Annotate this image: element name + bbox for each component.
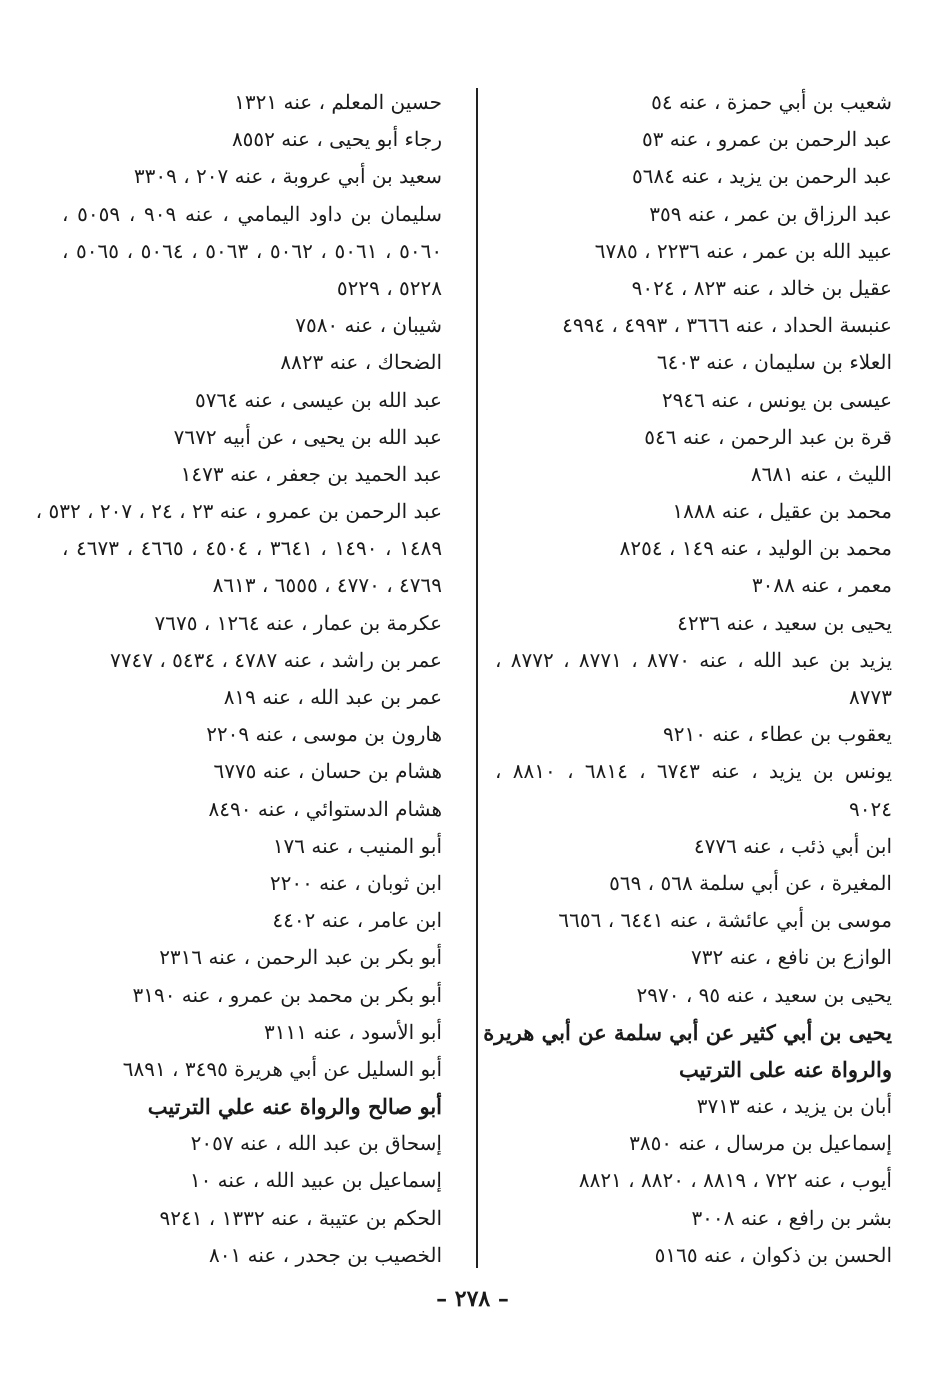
index-entry: موسى بن أبي عائشة ، عنه ٦٤٤١ ، ٦٦٥٦ (558, 908, 892, 933)
section-heading: أبو صالح والرواة عنه علي الترتيب (147, 1094, 442, 1120)
index-entry: ٥٠٦٠ ، ٥٠٦١ ، ٥٠٦٢ ، ٥٠٦٣ ، ٥٠٦٤ ، ٥٠٦٥ ، (62, 238, 443, 263)
index-entry: الوازع بن نافع ، عنه ٧٣٢ (691, 945, 892, 970)
index-entry: حسين المعلم ، عنه ١٣٢١ (234, 90, 442, 114)
index-entry: أبان بن يزيد ، عنه ٣٧١٣ (696, 1094, 892, 1119)
index-entry: يزيد بن عبد الله ، عنه ٨٧٧٠ ، ٨٧٧١ ، ٨٧٧٢ ، (495, 647, 893, 672)
index-entry: معمر ، عنه ٣٠٨٨ (751, 573, 892, 598)
index-entry: الضحاك ، عنه ٨٨٢٣ (280, 350, 442, 375)
index-entry: أبو بكر بن محمد بن عمرو ، عنه ٣١٩٠ (132, 982, 442, 1007)
index-entry: ٥٢٢٨ ، ٥٢٢٩ (336, 275, 442, 300)
index-entry: ١٤٨٩ ، ١٤٩٠ ، ٣٦٤١ ، ٤٥٠٤ ، ٤٦٦٥ ، ٤٦٧٣ ، (62, 536, 443, 561)
index-entry: هارون بن موسى ، عنه ٢٢٠٩ (206, 722, 442, 747)
index-entry: سعيد بن أبي عروبة ، عنه ٢٠٧ ، ٣٣٠٩ (133, 164, 442, 189)
index-entry: أبو الأسود ، عنه ٣١١١ (264, 1019, 442, 1044)
index-entry: هشام بن حسان ، عنه ٦٧٧٥ (213, 759, 442, 784)
index-entry: عيسى بن يونس ، عنه ٢٩٤٦ (661, 387, 892, 412)
index-entry: قرة بن عبد الرحمن ، عنه ٥٤٦ (644, 424, 892, 449)
index-entry: عقيل بن خالد ، عنه ٨٢٣ ، ٩٠٢٤ (631, 275, 892, 300)
index-entry: رجاء أبو يحيى ، عنه ٨٥٥٢ (231, 127, 442, 152)
index-entry: عبد الحميد بن جعفر ، عنه ١٤٧٣ (180, 461, 442, 486)
index-entry: عبيد الله بن عمر ، عنه ٢٢٣٦ ، ٦٧٨٥ (594, 238, 892, 263)
index-entry: بشر بن رافع ، عنه ٣٠٠٨ (691, 1205, 892, 1230)
index-entry: محمد بن عقيل ، عنه ١٨٨٨ (672, 499, 892, 524)
index-entry: يونس بن يزيد ، عنه ٦٧٤٣ ، ٦٨١٤ ، ٨٨١٠ ، (495, 759, 893, 784)
index-entry: ٤٧٦٩ ، ٤٧٧٠ ، ٦٥٥٥ ، ٨٦١٣ (212, 573, 442, 598)
index-entry: عبد الرحمن بن يزيد ، عنه ٥٦٨٤ (631, 164, 892, 189)
index-entry: الليث ، عنه ٨٦٨١ (750, 461, 892, 486)
index-entry: شيبان ، عنه ٧٥٨٠ (295, 313, 442, 338)
index-entry: أبو المنيب ، عنه ١٧٦ (272, 833, 442, 858)
index-entry: أبو السليل عن أبي هريرة ٣٤٩٥ ، ٦٨٩١ (122, 1056, 442, 1081)
index-entry: ابن عامر ، عنه ٤٤٠٢ (272, 908, 442, 933)
index-entry: ٩٠٢٤ (849, 796, 892, 821)
index-entry: الخصيب بن جحدر ، عنه ٨٠١ (209, 1242, 442, 1267)
index-entry: عكرمة بن عمار ، عنه ١٢٦٤ ، ٧٦٧٥ (154, 610, 442, 635)
index-entry: عمر بن راشد ، عنه ٤٧٨٧ ، ٥٤٣٤ ، ٧٧٤٧ (110, 647, 442, 672)
column-divider (476, 88, 478, 1268)
index-entry: عبد الرحمن بن عمرو ، عنه ٢٣ ، ٢٤ ، ٢٠٧ ، ٥٣٢ ، (35, 499, 442, 524)
index-entry: يحيى بن سعيد ، عنه ٤٢٣٦ (677, 610, 892, 635)
index-entry: سليمان بن داود اليمامي ، عنه ٩٠٩ ، ٥٠٥٩ ، (62, 201, 443, 226)
index-entry: عبد الله بن عيسى ، عنه ٥٧٦٤ (195, 387, 442, 412)
index-entry: أيوب ، عنه ٧٢٢ ، ٨٨١٩ ، ٨٨٢٠ ، ٨٨٢١ (578, 1168, 892, 1193)
index-entry: عمر بن عبد الله ، عنه ٨١٩ (223, 685, 442, 709)
right-column (483, 84, 893, 1274)
index-entry: الحسن بن ذكوان ، عنه ٥١٦٥ (654, 1242, 892, 1267)
section-heading: والرواة عنه على الترتيب (679, 1056, 892, 1082)
index-entry: العلاء بن سليمان ، عنه ٦٤٠٣ (656, 350, 892, 375)
index-entry: هشام الدستوائي ، عنه ٨٤٩٠ (208, 796, 442, 821)
index-entry: إسماعيل بن عبيد الله ، عنه ١٠ (189, 1168, 442, 1193)
index-entry: عبد الرزاق بن عمر ، عنه ٣٥٩ (649, 201, 892, 226)
left-column (35, 84, 443, 1274)
page-number: – ٢٧٨ – (436, 1286, 509, 1312)
index-entry: أبو بكر بن عبد الرحمن ، عنه ٢٣١٦ (159, 945, 442, 970)
index-entry: إسحاق بن عبد الله ، عنه ٢٠٥٧ (190, 1131, 442, 1156)
index-entry: يحيى بن سعيد ، عنه ٩٥ ، ٢٩٧٠ (636, 982, 892, 1007)
index-entry: محمد بن الوليد ، عنه ١٤٩ ، ٨٢٥٤ (619, 536, 892, 561)
index-entry: ابن ثوبان ، عنه ٢٢٠٠ (269, 870, 442, 895)
index-entry: عبد الرحمن بن عمرو ، عنه ٥٣ (641, 127, 892, 152)
index-entry: المغيرة ، عن أبي سلمة ٥٦٨ ، ٥٦٩ (609, 870, 892, 895)
section-heading: يحيى بن أبي كثير عن أبي سلمة عن أبي هريرة (483, 1019, 892, 1045)
index-entry: يعقوب بن عطاء ، عنه ٩٢١٠ (662, 722, 892, 747)
index-entry: عبد الله بن يحيى ، عن أبيه ٧٦٧٢ (173, 424, 442, 449)
index-entry: شعيب بن أبي حمزة ، عنه ٥٤ (651, 90, 892, 114)
index-entry: عنبسة الحداد ، عنه ٣٦٦٦ ، ٤٩٩٣ ، ٤٩٩٤ (562, 313, 892, 338)
index-entry: إسماعيل بن مرسال ، عنه ٣٨٥٠ (629, 1131, 892, 1156)
index-entry: ابن أبي ذئب ، عنه ٤٧٧٦ (693, 833, 892, 858)
index-entry: ٨٧٧٣ (849, 685, 892, 709)
index-entry: الحكم بن عتيبة ، عنه ١٣٣٢ ، ٩٢٤١ (159, 1205, 442, 1230)
